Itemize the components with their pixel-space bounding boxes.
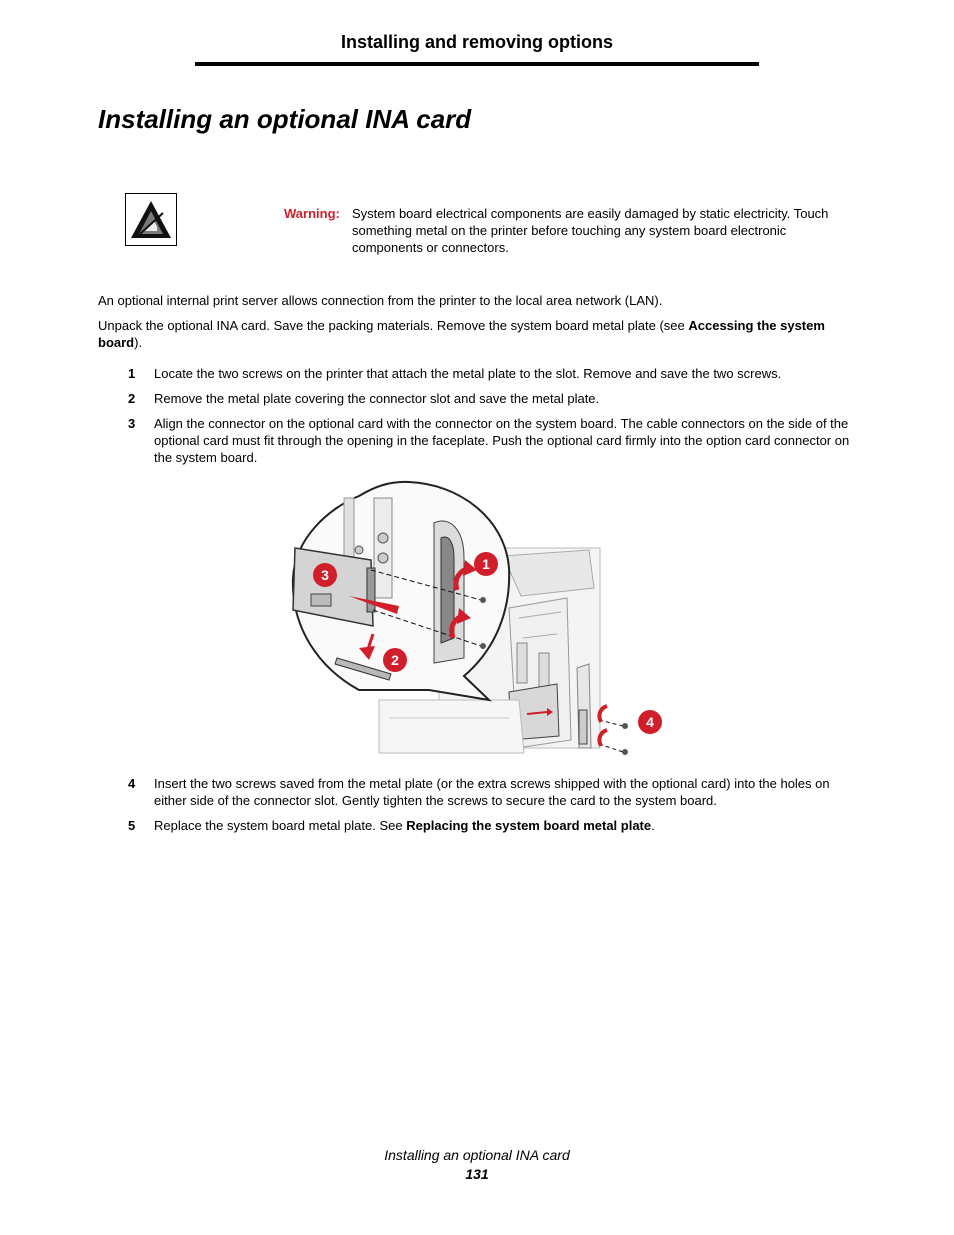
step-number: 4: [128, 776, 136, 791]
cross-reference-link: Accessing the system board: [98, 318, 825, 350]
step-number: 5: [128, 818, 136, 833]
running-header: Installing and removing options: [340, 32, 613, 52]
callout-4-label: 4: [646, 714, 654, 730]
callout-3-label: 3: [321, 567, 329, 583]
callout-3: [313, 563, 337, 587]
header-rule: [195, 62, 759, 66]
footer-title: Installing an optional INA card: [384, 1147, 570, 1163]
page-title: Installing an optional INA card: [98, 104, 472, 134]
step-number: 1: [128, 366, 136, 381]
warning-text: System board electrical components are easily damaged by static electricity. Touch something metal on the printer before touching any system board electronic components or connectors.: [352, 206, 829, 255]
page-number: 131: [465, 1166, 489, 1182]
esd-warning-icon: [125, 193, 177, 246]
callout-1: [474, 552, 498, 576]
warning-label: Warning:: [284, 206, 340, 221]
step-text: [154, 817, 854, 834]
step-number: 2: [128, 391, 136, 406]
step-5-text: Replace the system board metal plate. See: [154, 818, 407, 833]
unpack-text-end: ).: [134, 335, 143, 350]
unpack-text: Unpack the optional INA card. Save the packing materials. Remove the system board metal plate (see: [98, 318, 689, 333]
unpack-paragraph: [98, 317, 858, 351]
step-5-text-end: .: [651, 818, 655, 833]
step-number: 3: [128, 416, 136, 431]
step-text: Align the connector on the optional card with the connector on the system board. The cable connectors on the side of the optional card must fit through the opening in the faceplate. Push the optional card firmly into the option card connector on the system board.: [154, 416, 850, 465]
callout-1-label: 1: [482, 556, 490, 572]
installation-illustration: [289, 478, 665, 756]
step-text: Remove the metal plate covering the connector slot and save the metal plate.: [154, 391, 600, 406]
step-text: Locate the two screws on the printer that attach the metal plate to the slot. Remove and save the two screws.: [154, 366, 782, 381]
callout-4: [638, 710, 662, 734]
intro-paragraph: An optional internal print server allows connection from the printer to the local area network (LAN).: [98, 293, 663, 308]
cross-reference-link: Replacing the system board metal plate: [406, 818, 652, 833]
callout-2-label: 2: [391, 652, 399, 668]
callout-2: [383, 648, 407, 672]
step-text: Insert the two screws saved from the metal plate (or the extra screws shipped with the optional card) into the holes on either side of the connector slot. Gently tighten the screws to secure the card to the system board.: [154, 776, 830, 808]
